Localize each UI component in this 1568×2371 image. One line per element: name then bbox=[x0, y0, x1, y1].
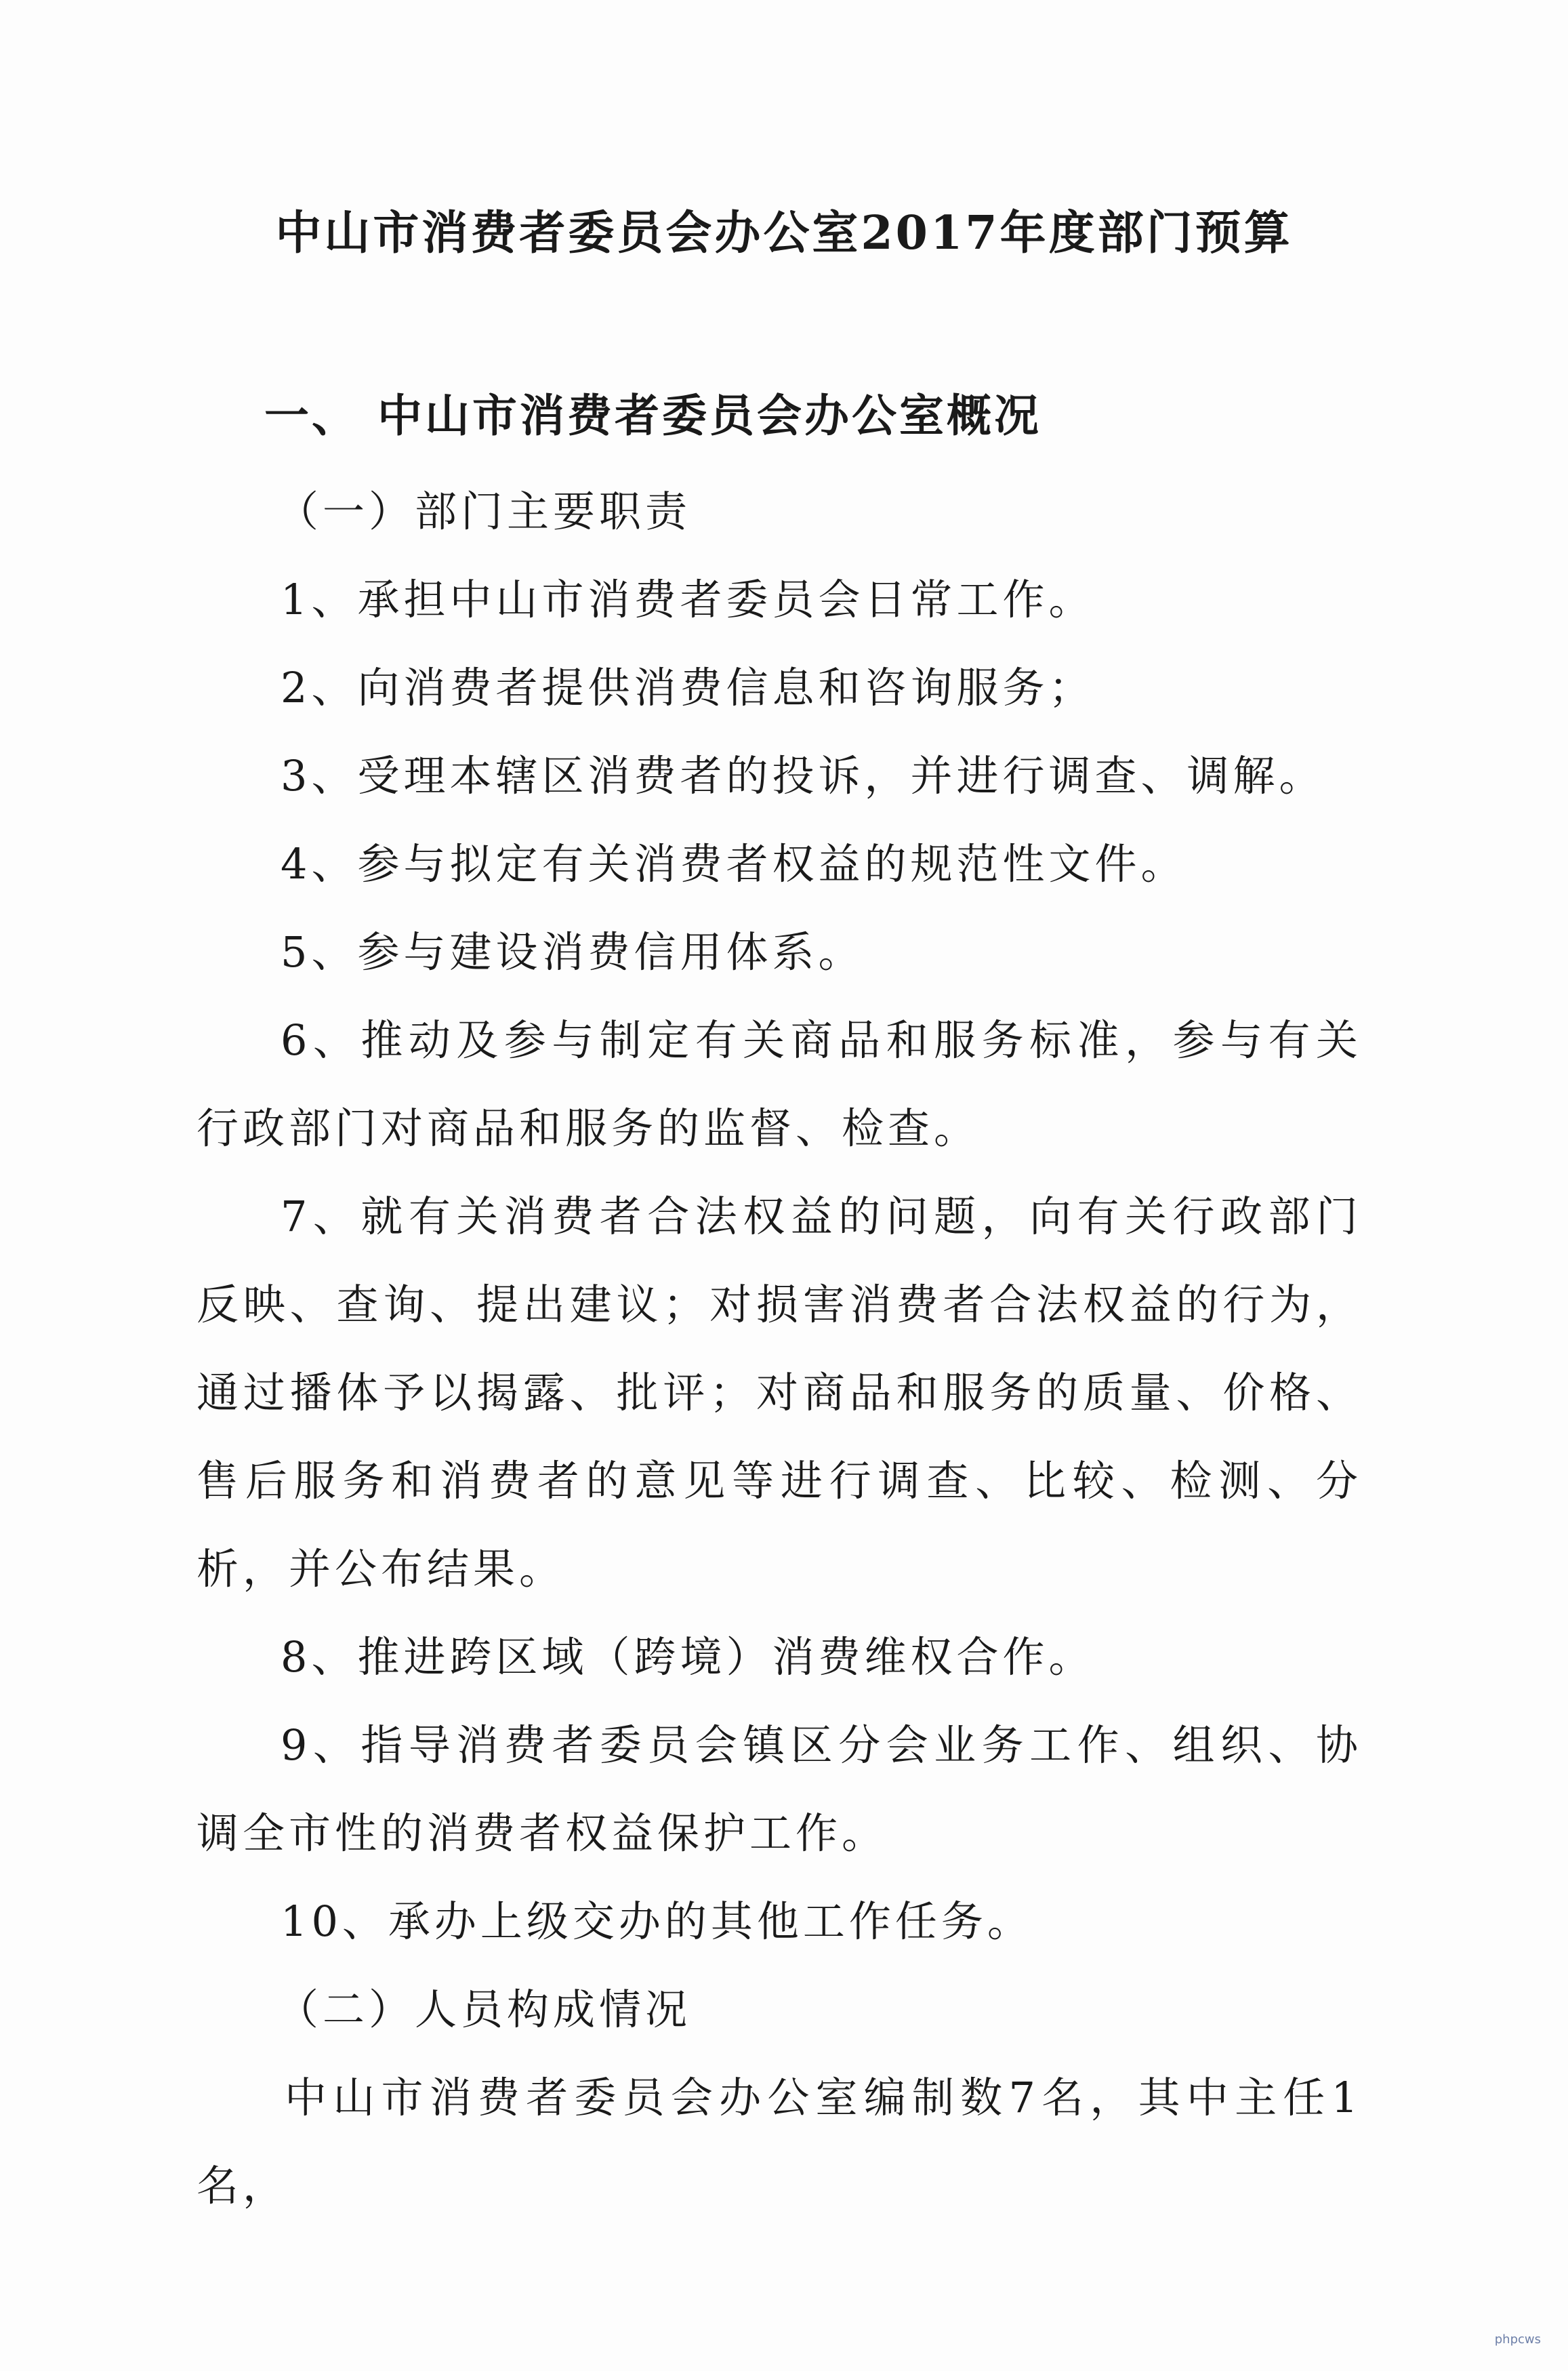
duty-item-10: 10、承办上级交办的其他工作任务。 bbox=[281, 1897, 1033, 1946]
subsection-heading-staffing: （二）人员构成情况 bbox=[276, 1985, 692, 2034]
document-title: 中山市消费者委员会办公室2017年度部门预算 bbox=[275, 206, 1293, 260]
document-body bbox=[197, 468, 1362, 2230]
staffing-paragraph: 中山市消费者委员会办公室编制数7名，其中主任1名， bbox=[197, 2073, 1362, 2210]
subsection-heading-duties: （一）部门主要职责 bbox=[276, 487, 692, 536]
section-heading: 一、 中山市消费者委员会办公室概况 bbox=[264, 389, 1041, 442]
duty-item-6: 6、推动及参与制定有关商品和服务标准，参与有关行政部门对商品和服务的监督、检查。 bbox=[197, 1015, 1362, 1153]
duty-item-3: 3、受理本辖区消费者的投诉，并进行调查、调解。 bbox=[281, 751, 1325, 801]
duty-item-8: 8、推进跨区域（跨境）消费维权合作。 bbox=[281, 1632, 1095, 1682]
duty-item-9: 9、指导消费者委员会镇区分会业务工作、组织、协调全市性的消费者权益保护工作。 bbox=[197, 1720, 1362, 1858]
duty-item-7: 7、就有关消费者合法权益的问题，向有关行政部门反映、查询、提出建议；对损害消费者合法权益的行为，通过播体予以揭露、批评；对商品和服务的质量、价格、售后服务和消费者的意见等进行调查、比较、检测、分析，并公布结果。 bbox=[197, 1192, 1362, 1594]
watermark: phpcws bbox=[1494, 2332, 1541, 2347]
duty-item-2: 2、向消费者提供消费信息和咨询服务； bbox=[281, 663, 1095, 712]
duty-item-4: 4、参与拟定有关消费者权益的规范性文件。 bbox=[281, 839, 1187, 889]
duty-item-5: 5、参与建设消费信用体系。 bbox=[281, 927, 865, 977]
duty-item-1: 1、承担中山市消费者委员会日常工作。 bbox=[281, 575, 1095, 624]
